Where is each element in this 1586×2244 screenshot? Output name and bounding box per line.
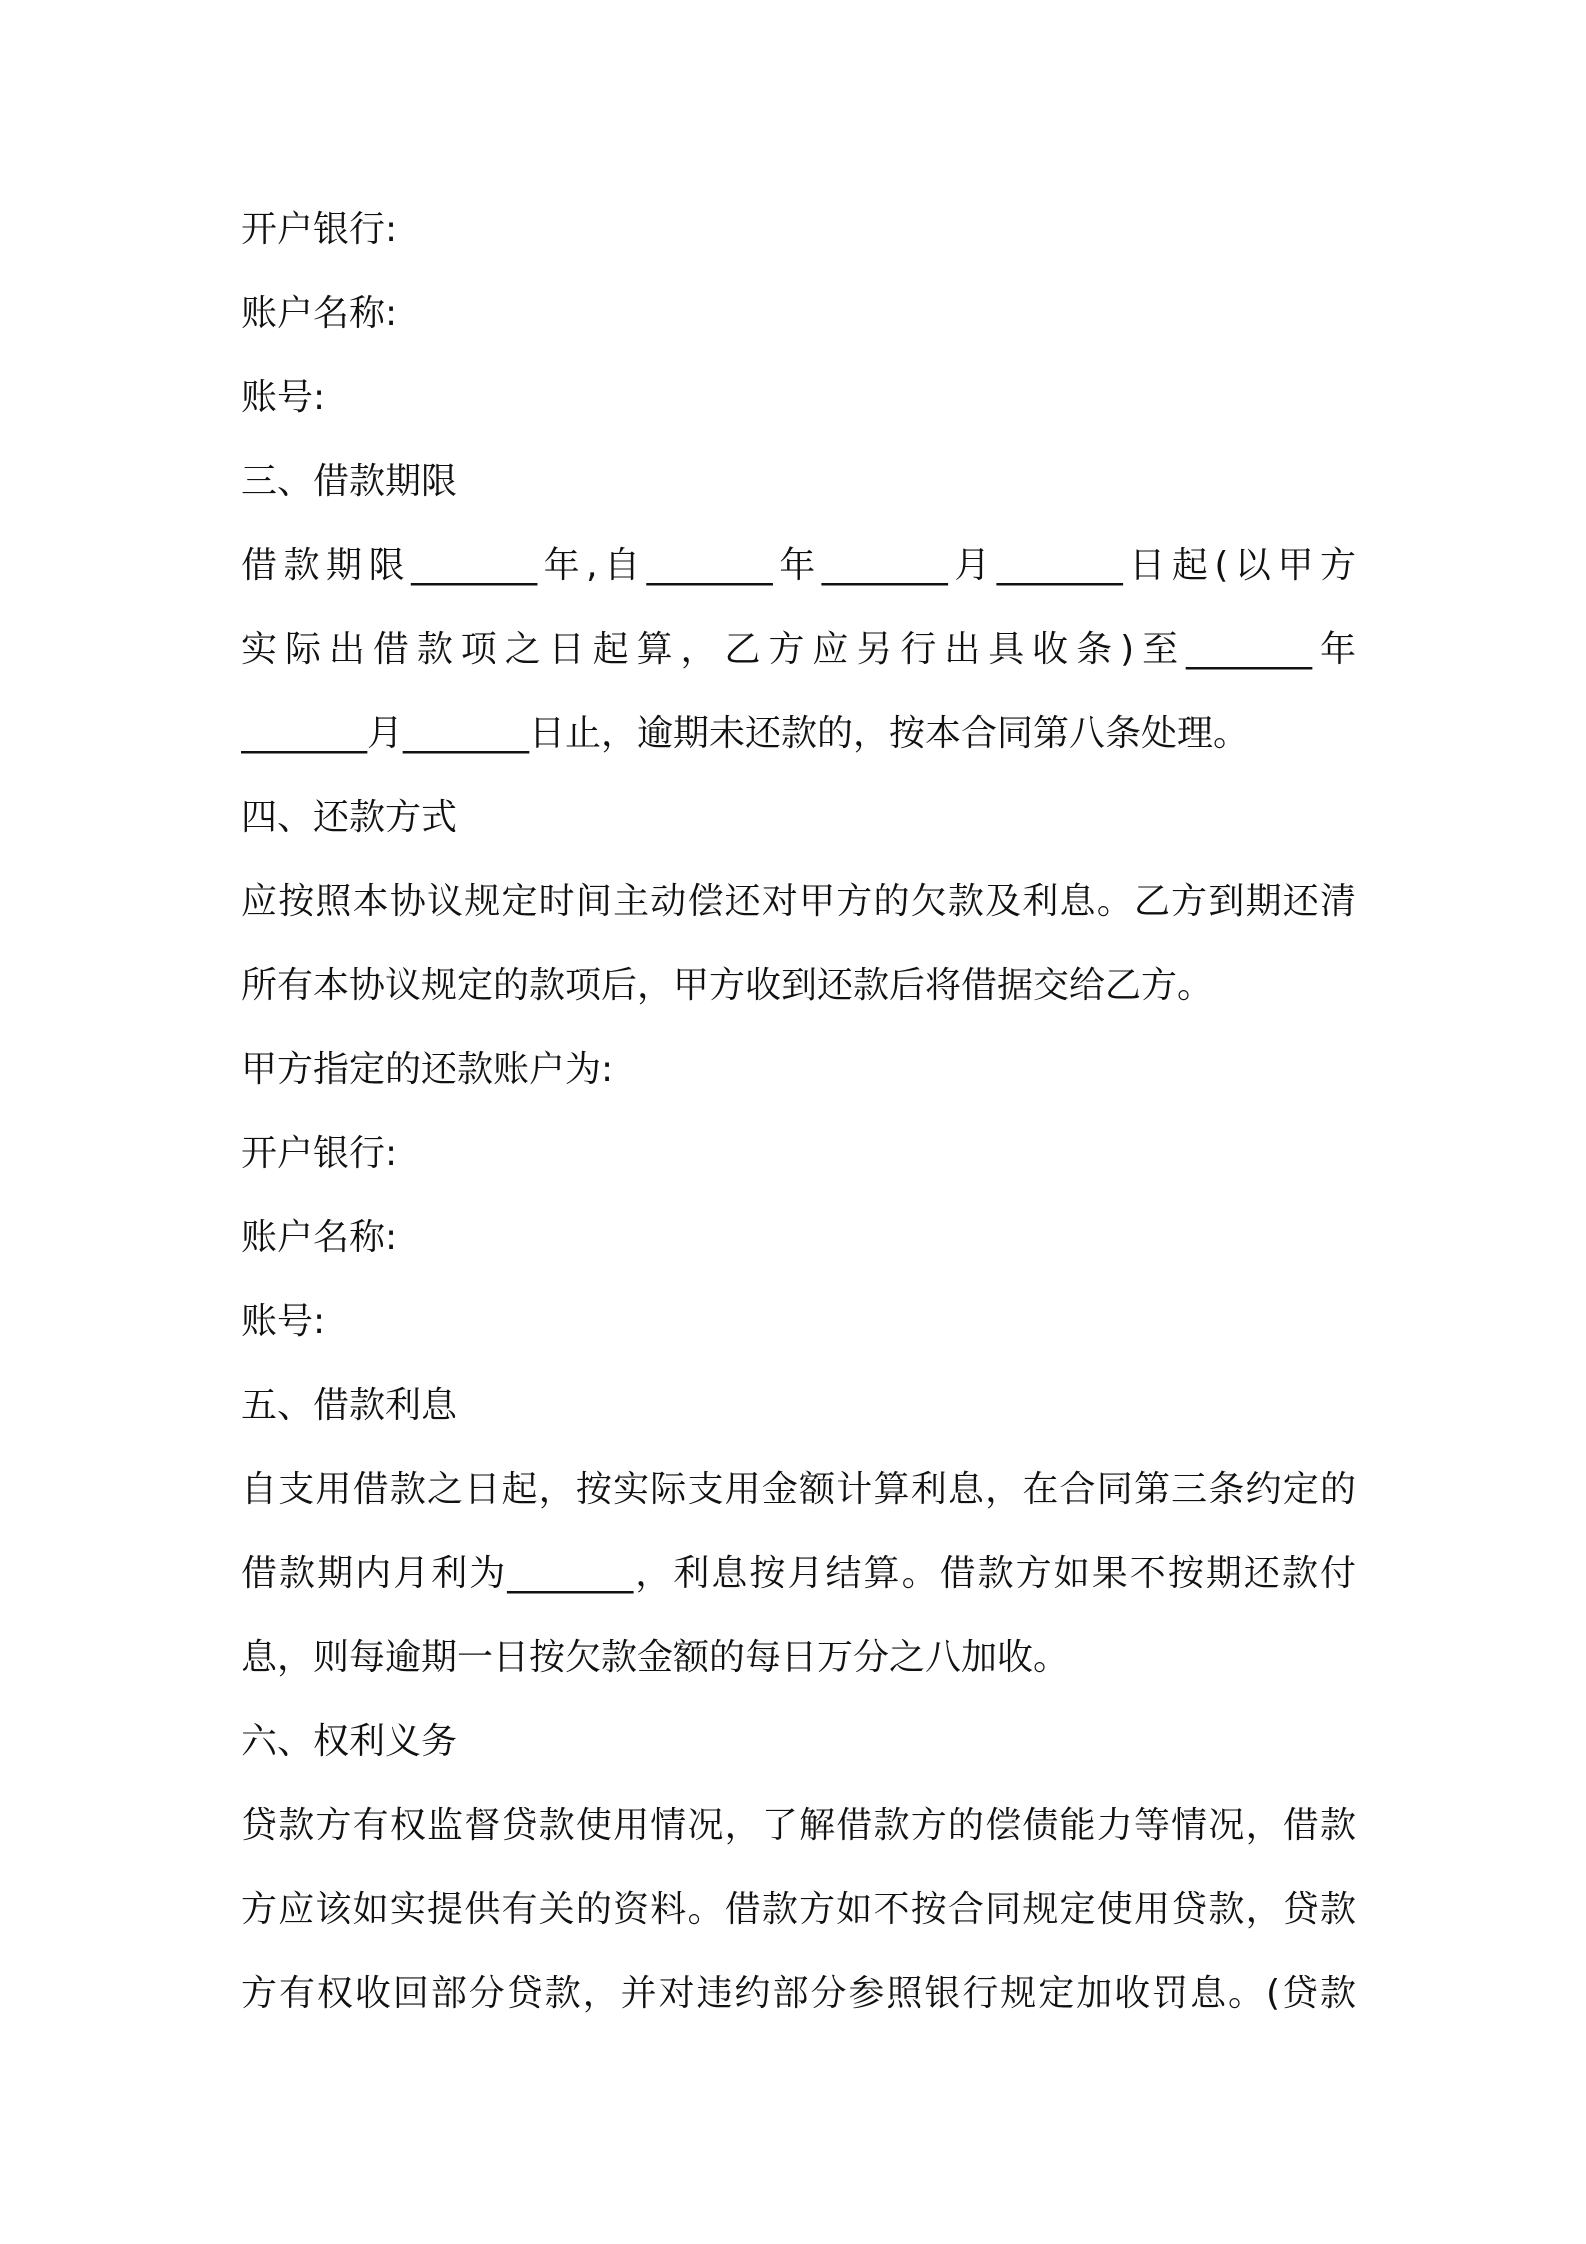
paragraph-line: 所有本协议规定的款项后，甲方收到还款后将借据交给乙方。 xyxy=(241,965,1214,1006)
paragraph-line: 方有权收回部分贷款，并对违约部分参照银行规定加收罚息。(贷款 xyxy=(241,1973,1356,2014)
paragraph-line: 应按照本协议规定时间主动偿还对甲方的欠款及利息。乙方到期还清 xyxy=(241,881,1356,922)
bank-name-field-label: 开户银行: xyxy=(241,1133,398,1174)
bank-name-field-label: 开户银行: xyxy=(241,209,398,250)
paragraph-line: 自支用借款之日起，按实际支用金额计算利息，在合同第三条约定的 xyxy=(241,1469,1356,1510)
account-name-field-label: 账户名称: xyxy=(241,293,398,334)
paragraph-line: 方应该如实提供有关的资料。借款方如不按合同规定使用贷款，贷款 xyxy=(241,1889,1356,1930)
paragraph-line: 借款期内月利为_______，利息按月结算。借款方如果不按期还款付 xyxy=(241,1553,1356,1594)
repayment-account-intro: 甲方指定的还款账户为: xyxy=(241,1049,614,1090)
account-number-field-label: 账号: xyxy=(241,377,326,418)
account-number-field-label: 账号: xyxy=(241,1301,326,1342)
section-heading-repayment-method: 四、还款方式 xyxy=(241,797,458,838)
section-heading-loan-interest: 五、借款利息 xyxy=(241,1385,458,1426)
paragraph-line: 实际出借款项之日起算，乙方应另行出具收条)至_______年 xyxy=(241,629,1356,670)
section-heading-loan-term: 三、借款期限 xyxy=(241,461,458,502)
paragraph-line: 息，则每逾期一日按欠款金额的每日万分之八加收。 xyxy=(241,1637,1070,1678)
account-name-field-label: 账户名称: xyxy=(241,1217,398,1258)
paragraph-line: 贷款方有权监督贷款使用情况，了解借款方的偿债能力等情况，借款 xyxy=(241,1805,1356,1846)
paragraph-line: 借款期限_______年,自_______年_______月_______日起(以甲方 xyxy=(241,545,1356,586)
section-heading-rights-obligations: 六、权利义务 xyxy=(241,1721,458,1762)
paragraph-line: _______月_______日止，逾期未还款的，按本合同第八条处理。 xyxy=(241,713,1250,754)
